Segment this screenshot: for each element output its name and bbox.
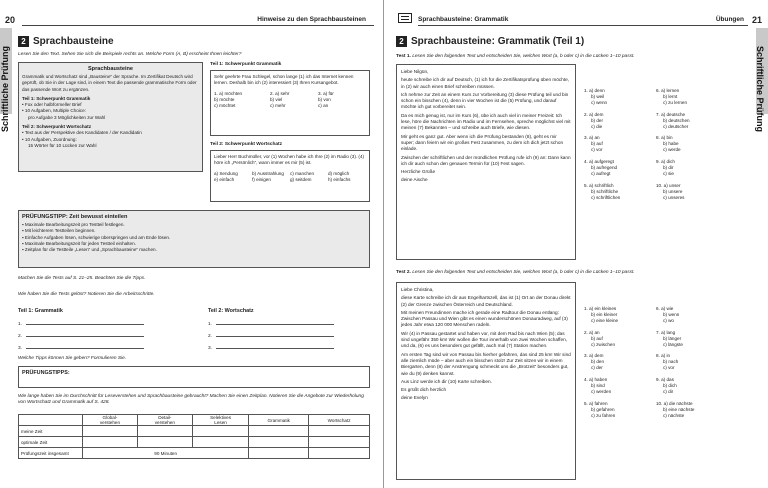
option-item[interactable]: c) deutscher bbox=[663, 123, 689, 129]
task-a: Machen Sie die Tests auf S. 21–25. Beachten Sie die Tipps. bbox=[18, 276, 146, 281]
option-group bbox=[584, 401, 618, 419]
part1-item: • 10 Aufgaben, Multiple Choice: bbox=[22, 108, 86, 114]
option-item[interactable]: c) wo bbox=[663, 317, 674, 323]
instruction: Lesen Sie den Text. Sehen Sie sich die Beispiele rechts an. Welche Form (A, B) erscheint Ihnen leichter? bbox=[18, 52, 242, 57]
letter-paragraph: Mir geht es ganz gut. Aber wenn ich die Prüfung bestanden (8), geht es mir super; dann feiern wir ein großes Fest zusammen, zu dem ich dich jetzt schon einlade. bbox=[401, 133, 564, 152]
option-group bbox=[656, 159, 690, 177]
example2-text: Lieber Herr Buchmüller, vor (1) Wochen habe ich Ihre (2) im Radio (3). (4) höre ich „Persönlich“, wann immer es mir (5) ist. bbox=[214, 154, 365, 166]
option-item[interactable]: b) unsere bbox=[663, 188, 683, 194]
option-item[interactable]: 2. a) an bbox=[584, 329, 600, 335]
total-value: 90 Minuten bbox=[83, 448, 249, 459]
option-item[interactable]: 7. a) deutsche bbox=[656, 111, 686, 117]
letter-paragraph: Herzliche Grüße bbox=[401, 169, 436, 175]
example1-box bbox=[210, 70, 370, 136]
option-item[interactable]: c) möchtet bbox=[214, 103, 236, 109]
option-item[interactable]: c) werde bbox=[663, 147, 681, 153]
table-cell[interactable] bbox=[192, 426, 249, 437]
option-item[interactable]: b) viel bbox=[270, 96, 283, 102]
option-item[interactable]: 2. a) sehr bbox=[270, 90, 290, 96]
task-b: Wie haben Sie die Tests gelöst? Notieren Sie die Arbeitsschritte. bbox=[18, 292, 155, 297]
option-group bbox=[656, 330, 694, 348]
option-item[interactable]: d) möglich bbox=[328, 170, 350, 176]
tips-box bbox=[18, 210, 370, 268]
test2-options-left bbox=[584, 306, 618, 425]
example1-options bbox=[214, 91, 366, 110]
option-group bbox=[656, 135, 690, 153]
answer-line[interactable]: 1. bbox=[208, 318, 334, 330]
option-item[interactable]: 2. a) dem bbox=[584, 111, 604, 117]
example1-text: Sehr geehrte Frau Schlegel, schon lange (1) ich das Internet kennen lernen. Deshalb bin ich (2) interessiert (3) Ihren Kursangebot. bbox=[214, 74, 354, 86]
option-item[interactable]: 1. a) ein kleines bbox=[584, 306, 617, 311]
total-label: Prüfungszeit insgesamt bbox=[19, 448, 83, 459]
option-item[interactable]: 1. a) denn bbox=[584, 88, 605, 93]
column-header: Global- verstehen bbox=[83, 415, 138, 426]
test1-letter bbox=[396, 64, 576, 260]
answer-line[interactable]: 2. bbox=[208, 330, 334, 342]
page-number: 21 bbox=[752, 15, 763, 25]
section-number: 2 bbox=[396, 36, 407, 47]
option-group bbox=[584, 377, 618, 395]
letter-paragraph: Liebe Christina, bbox=[401, 287, 434, 292]
option-item[interactable]: c) manchen bbox=[290, 170, 315, 176]
option-item[interactable]: 3. a) dem bbox=[584, 353, 604, 359]
answer-line[interactable]: 3. bbox=[208, 342, 334, 354]
col2-lines bbox=[208, 318, 334, 354]
option-group bbox=[656, 183, 690, 201]
option-item[interactable]: b) lernt bbox=[663, 93, 678, 99]
option-item[interactable]: c) eine kleine bbox=[591, 317, 619, 323]
option-item[interactable]: c) zu fahren bbox=[591, 412, 616, 418]
table-cell[interactable] bbox=[137, 426, 192, 437]
letter-paragraph: heute schreibe ich dir auf Deutsch, (1) ich für die Zertifikatsprüfung üben möchte, in (2) wir auch einen Brief schreiben müssen. bbox=[401, 77, 570, 89]
option-group bbox=[584, 330, 618, 348]
tip-item: ▪ Maximale Bearbeitungszeit pro Testteil festlegen. bbox=[22, 222, 125, 227]
table-cell[interactable] bbox=[192, 437, 249, 448]
option-item[interactable]: c) aufregt bbox=[591, 170, 611, 176]
option-group bbox=[656, 112, 690, 130]
test2-options-right bbox=[656, 306, 694, 425]
tips-title: PRÜFUNGSTIPP: Zeit bewusst einteilen bbox=[22, 214, 128, 220]
table-cell[interactable] bbox=[309, 437, 370, 448]
letter-paragraph: Ich nehme zur Zeit an einem Kurs zur Vorbereitung (3) diese Prüfung teil und bin schon ein bisschen (4), denn in vier Wochen ist die (5) Prüfung, und darauf möchte ich gut vorbereitet sein. bbox=[401, 91, 569, 110]
part1-item: • Fox oder halbformeller Brief bbox=[22, 102, 82, 108]
option-item[interactable]: c) zu lernen bbox=[663, 99, 688, 105]
page-header: Hinweise zu den Sprachbausteinen bbox=[22, 15, 374, 26]
table-row bbox=[19, 448, 370, 459]
option-item[interactable]: b) möchte bbox=[214, 96, 235, 102]
option-item[interactable]: c) längste bbox=[663, 341, 683, 347]
option-group bbox=[656, 306, 694, 324]
table-cell[interactable] bbox=[249, 426, 309, 437]
option-group bbox=[584, 353, 618, 371]
option-item[interactable]: c) der bbox=[591, 365, 603, 371]
section-heading bbox=[18, 36, 114, 47]
side-tab bbox=[755, 28, 768, 133]
option-item[interactable]: b) wenn bbox=[663, 311, 680, 317]
option-item[interactable]: 10. a) die nächste bbox=[656, 400, 693, 406]
tip-item: ▪ Einfache Aufgaben lösen, schwierige überspringen und am Ende lösen. bbox=[22, 234, 171, 240]
option-group bbox=[584, 306, 618, 324]
col1-lines bbox=[18, 318, 144, 354]
option-item[interactable]: 3. a) an bbox=[584, 135, 600, 141]
task-c: Welche Tipps können Sie geben? Formulieren Sie. bbox=[18, 356, 127, 361]
table-header-row bbox=[19, 415, 370, 426]
letter-paragraph: deine Evelyn bbox=[401, 395, 428, 401]
option-item[interactable]: 6. a) lernen bbox=[656, 88, 680, 93]
option-group bbox=[584, 88, 620, 106]
test1-instruction: Test 1. Lesen Sie den folgenden Text und entscheiden Sie, welches Wort (a, b oder c) in die Lücken 1–10 passt. bbox=[396, 54, 635, 59]
tip-item: ▪ Zeitplan für die Testteile „Lesen“ und „Sprachbausteine“ machen. bbox=[22, 247, 157, 253]
letter-paragraph: Am ersten Tag sind wir von Passau bis hierher gefahren, das sind 25 km! Wir sind alle ziemlich müde – aber auch ein bisschen stolz! Zur Zeit sitzen wir in einem Biergarten, denn (8) der Anstrengung schmeckt uns die „Brotzeit“ besonders gut, wie du (9) denken kannst. bbox=[401, 351, 571, 376]
answer-line[interactable]: 1. bbox=[18, 318, 144, 330]
table-cell[interactable] bbox=[137, 437, 192, 448]
letter-paragraph: Mit meinen Freundinnen mache ich gerade eine Radtour die Donau entlang: Zwischen Passau und Wien gibt es einen wunderschönen Donauradweg, auf (3) jedes Jahr etwa 120 000 Menschen radeln. bbox=[401, 309, 568, 328]
table-row bbox=[19, 426, 370, 437]
side-tab bbox=[0, 28, 12, 133]
section-title: Sprachbausteine: Grammatik (Teil 1) bbox=[411, 36, 585, 47]
option-group bbox=[656, 353, 694, 371]
option-item[interactable]: b) nach bbox=[663, 359, 679, 365]
letter-paragraph: Aus Linz werde ich dir (10) Karte schreiben. bbox=[401, 378, 492, 384]
option-item[interactable]: c) vor bbox=[663, 365, 675, 371]
column-header: Selektives Lesen bbox=[192, 415, 249, 426]
part2-item: • 10 Aufgaben, Zuordnung: bbox=[22, 136, 77, 142]
option-item[interactable]: 5. a) schriftlich bbox=[584, 182, 614, 188]
part2-item: • Text aus der Perspektive des Kandidaten / der Kandidatin bbox=[22, 130, 142, 136]
option-item[interactable]: c) an bbox=[318, 103, 329, 109]
option-item[interactable]: g) seitdem bbox=[290, 176, 312, 182]
option-item[interactable]: c) wenn bbox=[591, 99, 608, 105]
section-number: 2 bbox=[18, 36, 29, 47]
part2-item: 15 Wörter für 10 Lücken zur Wahl bbox=[28, 142, 97, 148]
part1-title: Teil 1: Schwerpunkt Grammatik bbox=[22, 95, 91, 101]
option-item[interactable]: 1. a) möchten bbox=[214, 90, 243, 96]
letter-paragraph: deine Aische bbox=[401, 177, 428, 183]
option-group bbox=[584, 159, 620, 177]
option-item[interactable]: b) habe bbox=[663, 141, 679, 147]
test1-options-right bbox=[656, 88, 690, 207]
option-item[interactable]: b) sind bbox=[591, 383, 605, 389]
option-item[interactable]: c) sie bbox=[663, 170, 674, 176]
option-item[interactable]: 9. a) dich bbox=[656, 159, 675, 165]
info-box bbox=[18, 62, 203, 172]
option-item[interactable]: c) werden bbox=[591, 388, 612, 394]
option-item[interactable]: 9. a) das bbox=[656, 377, 674, 383]
test2-instruction: Test 2. Lesen Sie den folgenden Text und entscheiden Sie, welches Wort (a, b oder c) in die Lücken 1–10 passt. bbox=[396, 270, 635, 275]
letter-paragraph: Liebe Nilgün, bbox=[401, 69, 429, 74]
option-item[interactable]: b) von bbox=[318, 96, 331, 102]
table-cell[interactable] bbox=[83, 426, 138, 437]
option-item[interactable]: b) Ausstrahlung bbox=[252, 170, 284, 176]
side-tab-label: Schriftliche Prüfung bbox=[755, 45, 766, 133]
option-item[interactable]: c) zwischen bbox=[591, 341, 615, 347]
option-item[interactable]: 4. a) haben bbox=[584, 377, 608, 383]
letter-paragraph: Wir (4) in Passau gestartet und haben vor, mit dem Rad bis nach Wien (5); das sind ungefähr 350 km! Wir wollen die Tour innerhalb von zwei Wochen schaffen, und da, (6) es uns besonders gut gefällt, auch mal (7) Station machen. bbox=[401, 330, 567, 349]
option-group bbox=[584, 112, 620, 130]
example2-box bbox=[210, 150, 370, 202]
option-item[interactable]: b) auf bbox=[591, 141, 603, 147]
col2-title: Teil 2: Wortschatz bbox=[208, 308, 254, 314]
option-item[interactable]: 4. a) aufgeregt bbox=[584, 159, 614, 165]
page-header-right: Übungen bbox=[568, 15, 748, 26]
table-cell[interactable] bbox=[309, 448, 370, 459]
option-item[interactable]: 3. a) für bbox=[318, 90, 334, 96]
option-item[interactable]: 5. a) fahren bbox=[584, 400, 608, 406]
option-item[interactable]: b) ein kleiner bbox=[591, 311, 618, 317]
side-tab-label: Schriftliche Prüfung bbox=[0, 45, 11, 133]
column-header: Detail- verstehen bbox=[137, 415, 192, 426]
tips-answer-box[interactable] bbox=[18, 366, 370, 388]
option-item[interactable]: h) einfachs bbox=[328, 176, 351, 182]
option-item[interactable]: b) aufregend bbox=[591, 165, 618, 171]
document-icon bbox=[398, 13, 412, 23]
tip-item: ▪ Mit leichterem Testteilen beginnen. bbox=[22, 228, 96, 234]
option-item[interactable]: c) mehr bbox=[270, 103, 286, 109]
section-title: Sprachbausteine bbox=[33, 36, 114, 47]
option-group bbox=[656, 401, 694, 419]
example2-options bbox=[214, 171, 366, 184]
table-row bbox=[19, 437, 370, 448]
option-item[interactable]: b) dich bbox=[663, 383, 677, 389]
section-heading bbox=[396, 36, 584, 47]
option-item[interactable]: b) gefahren bbox=[591, 406, 615, 412]
column-header: Grammatik bbox=[249, 415, 309, 426]
option-item[interactable]: 10. a) unser bbox=[656, 182, 681, 188]
option-item[interactable]: c) schriftlichen bbox=[591, 194, 621, 200]
row-label: optimale Zeit bbox=[19, 437, 83, 448]
option-item[interactable]: b) dir bbox=[663, 165, 674, 171]
option-item[interactable]: c) dir bbox=[663, 388, 674, 394]
option-item[interactable]: b) auf bbox=[591, 335, 603, 341]
time-plan-table bbox=[18, 414, 370, 459]
option-group bbox=[584, 135, 620, 153]
part1-item: pro Aufgabe 3 Möglichkeiten zur Wahl bbox=[28, 114, 106, 120]
right-page bbox=[384, 0, 768, 488]
option-item[interactable]: b) deutschen bbox=[663, 117, 690, 123]
option-item[interactable]: 8. a) bin bbox=[656, 135, 673, 141]
option-item[interactable]: b) schriftliche bbox=[591, 188, 619, 194]
option-item[interactable]: a) Sendung bbox=[214, 170, 238, 176]
option-item[interactable]: 8. a) in bbox=[656, 353, 671, 359]
option-item[interactable]: c) vor bbox=[591, 147, 603, 153]
info-box-title: Sprachbausteine bbox=[87, 66, 134, 72]
example2-title: Teil 2: Schwerpunkt Wortschatz bbox=[210, 142, 283, 147]
letter-paragraph: Da es mich genug ist, nur im Kurs (6), übe ich auch viel in meiner Freizeit: Ich lese, höre die Nachrichten im Radio und im Fernsehen, spreche möglichst viel mit meinen (7) Bekannten – und schreibe auch Briefe, wie diesen. bbox=[401, 112, 571, 131]
tips-label: PRÜFUNGSTIPPS: bbox=[22, 370, 70, 376]
test2-letter bbox=[396, 282, 576, 480]
option-item[interactable]: b) der bbox=[591, 117, 604, 123]
letter-paragraph: diese Karte schreibe ich dir aus Engelhartszell, das ist (1) Ort an der Donau direkt (2) der Grenze zwischen Österreich und Deutschland. bbox=[401, 295, 571, 307]
option-item[interactable]: b) eine nächste bbox=[663, 406, 695, 412]
answer-line[interactable]: 3. bbox=[18, 342, 144, 354]
option-item[interactable]: c) die bbox=[591, 123, 603, 129]
option-item[interactable]: e) einfach bbox=[214, 176, 235, 182]
page-number: 20 bbox=[5, 15, 16, 25]
page-header: Sprachbausteine: Grammatik bbox=[418, 15, 568, 26]
option-item[interactable]: c) unseres bbox=[663, 194, 685, 200]
table-cell[interactable] bbox=[249, 448, 309, 459]
table-cell[interactable] bbox=[309, 426, 370, 437]
column-header bbox=[19, 415, 83, 426]
part2-title: Teil 2: Schwerpunkt Wortschatz bbox=[22, 124, 92, 130]
row-label: meine Zeit bbox=[19, 426, 83, 437]
table-cell[interactable] bbox=[83, 437, 138, 448]
task-d: Wie lange haben Sie im Durchschnitt für Leseverstehen und Sprachbausteine gebraucht? Machen Sie einen Zeitplan. Notieren Sie die Angebote zur Wiederholung von Wortschatz und Grammatik auf S. 428. bbox=[18, 394, 364, 406]
option-item[interactable]: b) weil bbox=[591, 93, 605, 99]
letter-paragraph: Es grüßt dich herzlich bbox=[401, 387, 447, 393]
option-item[interactable]: b) den bbox=[591, 359, 605, 365]
option-group bbox=[584, 183, 620, 201]
option-group bbox=[656, 88, 690, 106]
option-item[interactable]: 6. a) wie bbox=[656, 306, 674, 311]
tip-item: ▪ Maximale Bearbeitungszeit für jeden Testteil einhalten. bbox=[22, 240, 136, 246]
column-header: Wortschatz bbox=[309, 415, 370, 426]
option-item[interactable]: b) länger bbox=[663, 335, 682, 341]
info-box-intro: Grammatik und Wortschatz sind „Bausteine“ der Sprache. Im Zertifikat Deutsch wird geprüft, ob Sie in der Lage sind, in einem Text die passende grammatische Form oder das passende Wort zu ergänzen. bbox=[22, 74, 197, 92]
option-item[interactable]: f) einigen bbox=[252, 176, 271, 182]
table-cell[interactable] bbox=[249, 437, 309, 448]
letter-paragraph: Zwischen der schriftlichen und der mündlichen Prüfung rufe ich (9) an: Dann kann ich dir auch schon den genauen Termin für (10) Fest sagen. bbox=[401, 154, 571, 166]
example1-title: Teil 1: Schwerpunkt Grammatik bbox=[210, 62, 282, 67]
option-item[interactable]: 7. a) lang bbox=[656, 329, 676, 335]
option-item[interactable]: c) nächste bbox=[663, 412, 685, 418]
test1-options-left bbox=[584, 88, 620, 207]
option-group bbox=[656, 377, 694, 395]
answer-line[interactable]: 2. bbox=[18, 330, 144, 342]
col1-title: Teil 1: Grammatik bbox=[18, 308, 63, 314]
